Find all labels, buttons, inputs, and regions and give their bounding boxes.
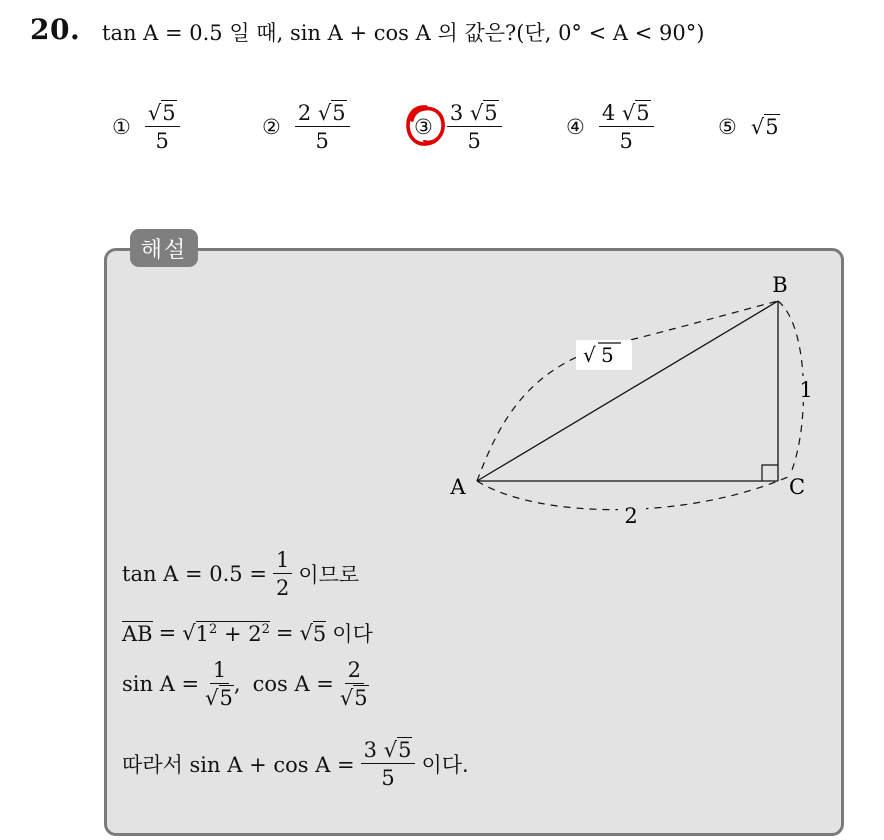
- choice-marker: ⑤: [718, 114, 737, 139]
- question-text: tan A = 0.5 일 때, sin A + cos A 의 값은?(단, 0° < A < 90°): [102, 21, 705, 45]
- vertex-a-label: A: [450, 475, 466, 499]
- choice-value: $\frac{3 √5}{5}$: [447, 101, 502, 153]
- explanation-line-3: sin A = $\frac{1}{√5}$ , cos A = $\frac{2}{√5}$: [122, 658, 368, 711]
- choice-4[interactable]: [566, 95, 654, 159]
- choice-marker: ②: [262, 114, 281, 139]
- side-ac-label: 2: [624, 504, 638, 528]
- choice-marker: ①: [112, 114, 131, 139]
- choice-5[interactable]: [718, 95, 780, 159]
- hyp-root-sign: √: [583, 343, 596, 367]
- choice-1[interactable]: [112, 95, 180, 159]
- explanation-line-2: AB = √ $1^2 + 2^2$ = √ 5 이다: [122, 621, 373, 646]
- explanation-tag: 해설: [130, 229, 198, 267]
- choice-value: $\frac{4 √5}{5}$: [599, 101, 654, 153]
- choice-marker: ③: [414, 114, 433, 139]
- vertex-c-label: C: [788, 475, 806, 499]
- side-ab: [477, 301, 778, 481]
- hyp-radicand: 5: [601, 343, 614, 367]
- right-angle-mark: [762, 465, 778, 481]
- explanation-line-4: 따라서 sin A + cos A = $\frac{3 √5}{5}$ 이다.: [122, 738, 469, 791]
- choice-2[interactable]: [262, 95, 350, 159]
- explanation-line-1: tan A = 0.5 = $\frac{1}{2}$ 이므로: [122, 548, 360, 601]
- choice-marker: ④: [566, 114, 585, 139]
- answer-circle-mark: [404, 101, 448, 149]
- vertex-b-label: B: [772, 273, 788, 297]
- choice-value: √5: [750, 114, 779, 139]
- question-number: 20.: [30, 13, 81, 46]
- segment-ab: AB: [122, 621, 153, 646]
- choice-value: $\frac{2 √5}{5}$: [295, 101, 350, 153]
- side-bc-label: 1: [799, 378, 813, 402]
- right-triangle-diagram: [440, 270, 840, 540]
- choice-value: $\frac{√5}{5}$: [145, 101, 180, 153]
